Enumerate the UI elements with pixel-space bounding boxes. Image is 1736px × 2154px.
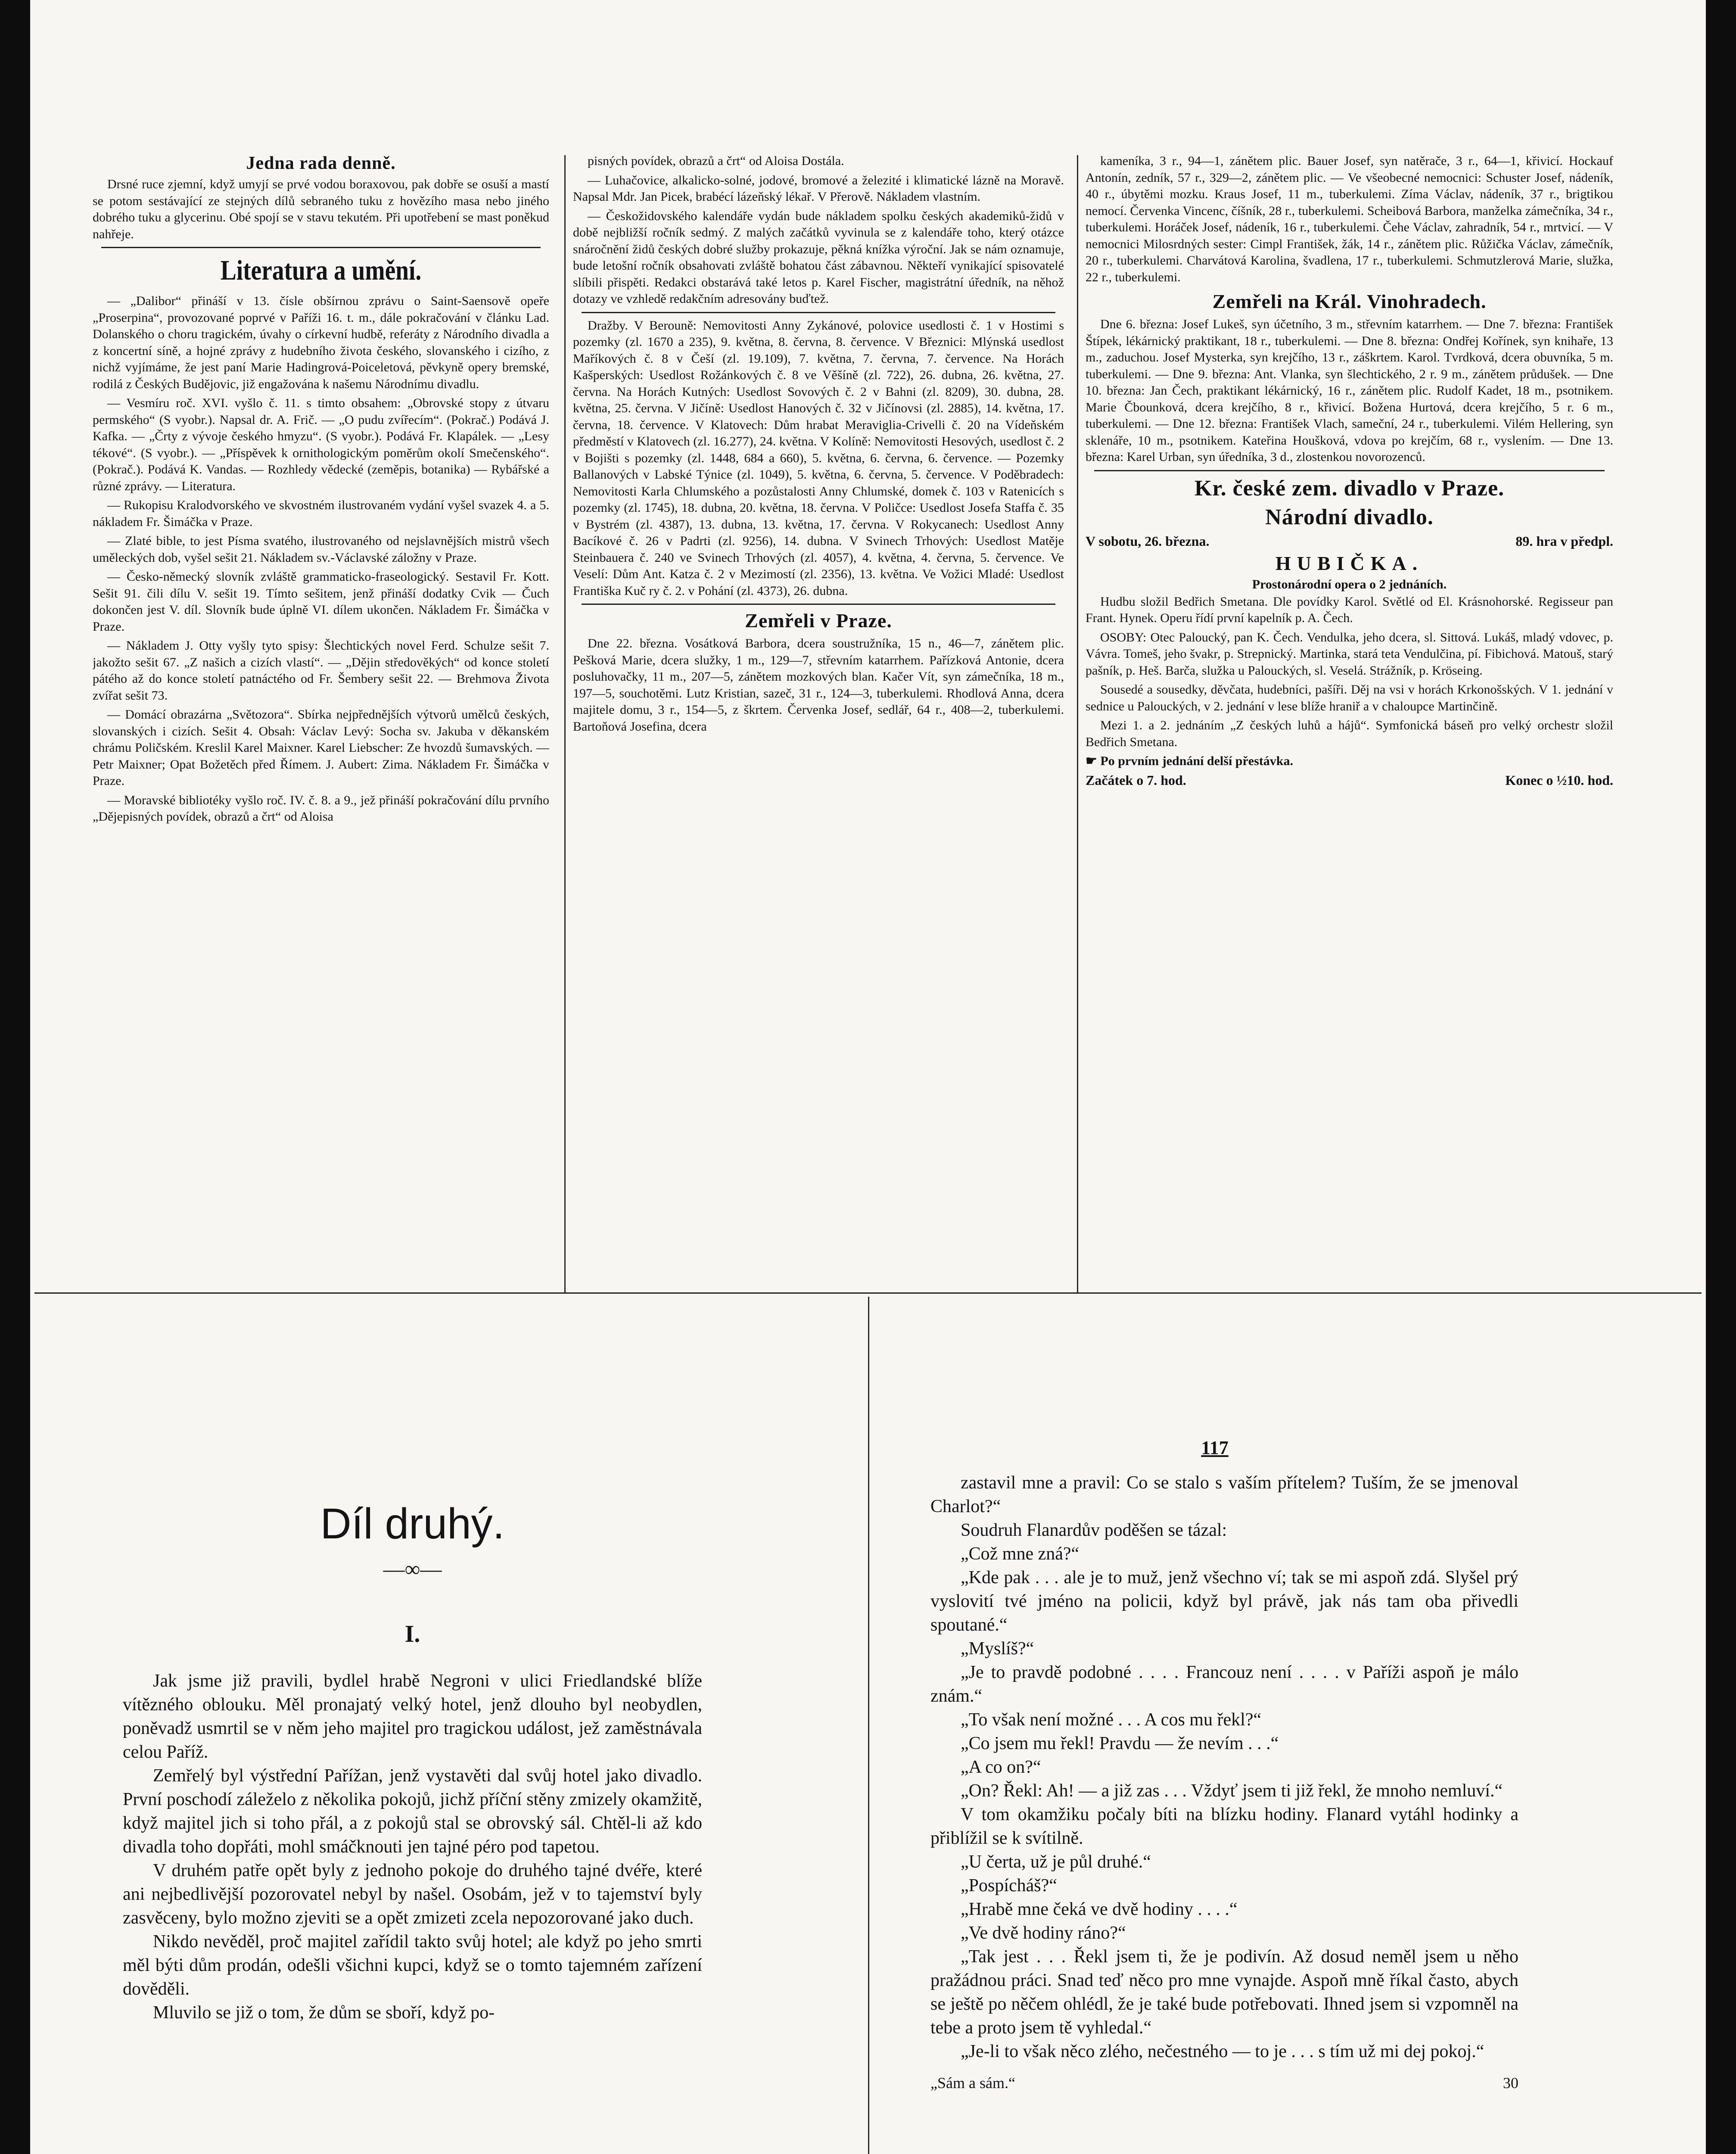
- story-paragraph: „Ve dvě hodiny ráno?“: [961, 1923, 1126, 1943]
- story-paragraph: Zemřelý byl výstřední Pařížan, jenž vystavěti dal svůj hotel jako divadlo. První poschodí záleželo z několika pokojů, jichž příční stěny zmizely okamžitě, když majitel jich si toho přál, a z pokojů stal se obrovský sál. Chtěl-li až kdo divadla toho dopřáti, mohl smáčknouti jen tajné péro pod tapetou.: [123, 1766, 702, 1857]
- vinohrady-heading: Zemřeli na Král. Vinohradech.: [1212, 290, 1487, 312]
- story-paragraph: Jak jsme již pravili, bydlel hrabě Negroni v ulici Friedlandské blíže vítězného oblouku. Měl pronajatý velký hotel, jenž dlouho byl neobydlen, poněvadž usmrtil se v něm jeho majitel pro tragickou událost, jež zaměstnávala celou Paříž.: [123, 1671, 702, 1762]
- article-paragraph: — Nákladem J. Otty vyšly tyto spisy: Šlechtických novel Ferd. Schulze sešit 7. jakožto sešit 67. „Z našich a cizích vlastí“. — „Dějin středověkých“ od konce století pátého až do konce století patnáctého od Fr. Šembery sešit 22. — Brehmova Života zvířat sešit 73.: [93, 638, 549, 703]
- column-rule: [1077, 155, 1078, 1292]
- auction-notices: Dražby. V Berouně: Nemovitosti Anny Zykánové, polovice usedlosti č. 1 v Hostimi s pozemky (zl. 1670 a 235), 9. května, 8. června, 8. července. V Březnici: Mlýnská usedlost Maříkových č. 8 v Češí (zl. 19.109), 7. května, 7. června, 7. července. Na Horách Kašperských: Usedlost Rožánkových č. 8 ve Věšíně (zl. 722), 26. dubna, 26. května, 27. června. Na Horách Kutných: Usedlost Sovových č. 2 v Bahni (zl. 8209), 30. dubna, 28. května, 25. června. V Jičíně: Usedlost Hanových č. 32 v Jičínovsi (zl. 2885), 14. května, 17. června, 18. července. V Klatovech: Dům hrabat Meraviglia-Crivelli č. 20 na Vídeňském předměstí v Klatovech (zl. 16.277), 24. května. V Kolíně: Nemovitosti Hesových, usedlost č. 2 v Bojišti s pozemky (zl. 1448, 684 a 660), 5. května, 6. června, 6. července. — Pozemky Ballanových v Labské Týnice (zl. 1049), 5. května, 6. června, 5. července. V Poděbradech: Nemovitosti Karla Chlumského a pozůstalosti Anny Chlumské, domek č. 103 v Ratenicích s pozemky (zl. 1745), 18. dubna, 20. května, 18. června. V Poličce: Usedlost Josefa Staffa č. 35 v Bystrém (zl. 4387), 13. dubna, 13. května, 17. června. V Rokycanech: Usedlost Anny Bacíkové č. 26 v Padrti (zl. 9256), 14. dubna. V Svinech Trhových: Usedlost Matěje Steinbauera č. 240 ve Svinech Trhových (zl. 4057), 4. května, 4. června, 5. července. Ve Veselí: Dům Ant. Katza č. 2 v Mezimostí (zl. 2356), 13. května. Ve Vožici Mladé: Usedlost Františka Kuč ry č. 2. v Pohání (zl. 4373), 26. dubna.: [573, 318, 1064, 598]
- deaths-heading: Zemřeli v Praze.: [745, 610, 892, 632]
- part-title: Díl druhý.: [320, 1500, 505, 1548]
- story-paragraph: Soudruh Flanardův poděšen se tázal:: [961, 1520, 1227, 1540]
- story-paragraph: „Hrabě mne čeká ve dvě hodiny . . . .“: [961, 1899, 1238, 1919]
- story-paragraph: „U čerta, už je půl druhé.“: [961, 1852, 1151, 1872]
- performance-date-line: [1086, 533, 1613, 549]
- pointing-hand-icon: ☛: [1086, 754, 1101, 768]
- story-paragraph: Mluvilo se již o tom, že dům se sboří, když po-: [153, 2003, 495, 2023]
- performance-date: V sobotu, 26. března.: [1086, 533, 1210, 549]
- opera-title: HUBIČKA.: [1275, 552, 1424, 574]
- story-paragraph: V tom okamžiku počaly bíti na blízku hodiny. Flanard vytáhl hodinky a přiblížil se k svítilně.: [930, 1805, 1518, 1848]
- story-right-column: [930, 1471, 1518, 2154]
- deaths-list: Dne 22. března. Vosátková Barbora, dcera soustružníka, 15 n., 46—7, zánětem plic. Pešková Marie, dcera služky, 1 m., 129—7, střevním katarrhem. Pařízková Antonie, dcera posluhovačky, 11 m., 207—5, zánětem mozkových blan. Kačer Vít, syn zámečníka, 18 m., 197—5, souchotěmi. Lutz Kristian, sazeč, 31 r., 124—3, tuberkulemi. Rhodlová Anna, dcera majitele domu, 3 r., 154—5, z škrtem. Červenka Josef, sedlář, 64 r., 408—2, tuberkulemi. Bartoňová Josefina, dcera: [573, 636, 1064, 734]
- article-paragraph: — „Dalibor“ přináší v 13. čísle obšírnou zprávu o Saint-Saensově opeře „Proserpina“, provozované poprvé v Paříži 16. t. m., dále pokračování v článku Lad. Dolanského o choru tragickém, úvahy o církevní hudbě, referáty z Národního divadla a z koncertní síně, a hojné zprávy z hudebního života českého, slovanského i cizího, z nichž vyjímáme, že jest paní Marie Hadingrová-Poiceletová, pěvkyně opery bremské, rodilá z Českých Budějovic, již engažována k našemu Národnímu divadlu.: [93, 294, 549, 391]
- deaths-list-cont: kameníka, 3 r., 94—1, zánětem plic. Bauer Josef, syn natěrače, 3 r., 64—1, křivicí. Hockauf Antonín, zedník, 57 r., 329—2, zánětem plic. — Ve všeobecné nemocnici: Schuster Josef, nádeník, 40 r., úbytěmi mozku. Kraus Josef, 11 m., tuberkulemi. Zíma Václav, nádeník, 37 r., brigtikou nemocí. Červenka Vincenc, číšník, 28 r., tuberkulemi. Scheibová Barbora, manželka zámečníka, 34 r., tuberkulemi. Horáček Josef, nádeník, 16 r., tuberkulemi. Čehe Václav, zahradník, 54 r., mrtvicí. — V nemocnici Milosrdných sester: Cimpl František, žák, 14 r., zánětem plic. Růžička Václav, zámečník, 20 r., tuberkulemi. Charvátová Karolina, švadlena, 17 r., tuberkulemi. Schmutzlerová Marie, služka, 22 r., tuberkulemi.: [1086, 154, 1613, 284]
- story-paragraph: „Je to pravdě podobné . . . . Francouz není . . . . v Paříži aspoň je málo znám.“: [930, 1662, 1518, 1706]
- opera-credits: Hudbu složil Bedřich Smetana. Dle povídky Karol. Světlé od El. Krásnohorské. Regisseur pan Frant. Hynek. Operu řídí první kapelník p. A. Čech.: [1086, 594, 1613, 625]
- story-paragraph: „Což mne zná?“: [961, 1544, 1080, 1564]
- theatre-name: Národní divadlo.: [1265, 504, 1434, 529]
- story-paragraph: „To však není možné . . . A cos mu řekl?“: [961, 1710, 1262, 1730]
- opera-cast: OSOBY: Otec Paloucký, pan K. Čech. Vendulka, jeho dcera, sl. Sittová. Lukáš, mladý vdovec, p. Vávra. Tomeš, jeho švakr, p. Strepnický. Martinka, stará teta Vendulčina, pí. Fibichová. Matouš, starý pašník, p. Heš. Barča, služka u Palouckých, sl. Veselá. Strážník, p. Kröseing.: [1086, 630, 1613, 678]
- section-heading: Literatura a umění.: [220, 255, 422, 286]
- page-number: 117: [1201, 1437, 1229, 1458]
- article-paragraph: — Domácí obrazárna „Světozora“. Sbírka nejpřednějších výtvorů umělců českých, slovanských i cizích. Sešit 4. Obsah: Václav Levý: Socha sv. Jakuba v děkanském chrámu Poličském. Kreslil Karel Maixner. Karel Liebscher: Ze hvozdů šumavských. — Petr Maixner; Opat Božetěch před Římem. J. Aubert: Zima. Nákladem Fr. Šimáčka v Praze.: [93, 707, 549, 788]
- article-paragraph: — Českožidovského kalendáře vydán bude nákladem spolku českých akademiků-židů v době nejbližší ročník sedmý. Z malých začátků vyvinula se z kalendáře toho, který otázce snáročnění židů českých dobré služby prokazuje, pěkná knížka výroční. Jak se nám oznamuje, bude letošní ročník obsahovati zvláště bohatou část zábavnou. Někteří vynikající spisovatelé slíbili přispěti. Redakci obstarává také letos p. Karel Fischer, magistrátní úředník, na něhož dotazy ve vzhledě redakčním adresovány buďtež.: [573, 209, 1064, 306]
- story-paragraph: V druhém patře opět byly z jednoho pokoje do druhého tajné dvéře, které ani nejbedlivější pozorovatel nebyl by našel. Osobám, jež v to tajemství byly zasvěceny, bylo možno zjeviti se a opět zmizeti zcela nepozorované jako duch.: [123, 1861, 702, 1928]
- vinohrady-deaths: Dne 6. března: Josef Lukeš, syn účetního, 3 m., střevním katarrhem. — Dne 7. března: František Štípek, lékárnický praktikant, 18 r., tuberkulemi. — Dne 8. března: Ondřej Kořínek, syn knihaře, 13 m., zaduchou. Josef Mysterka, syn krejčího, 13 r., záškrtem. Karol. Tvrdková, dcera obuvníka, 5 m. tuberkulemi. — Dne 9. března: Ant. Vlanka, syn šlechtického, 2 r. 9 m., zánětem průdušek. — Dne 10. března: Jan Čech, praktikant lékárnický, 16 r., zánětem plic. Rudolf Kadet, 18 m., psotnikem. Marie Čbounková, dcera krejčího, 8 r., křivicí. Božena Hurtová, dcera krejčího, 5 r. 6 m., tuberkulemi. — Dne 12. března: František Vlach, sameční, 24 r., tuberkulemi. Vilém Hellering, syn sklenáře, 10 m., psotnikem. Kateřina Houšková, vdova po krejčím, 68 r., vyslením. — Dne 13. března: Karel Urban, syn úředníka, 3 d., zlostenkou novorozenců.: [1086, 317, 1613, 464]
- story-paragraph: Nikdo nevěděl, proč majitel zařídil takto svůj hotel; ale když po jeho smrti měl býti dům prodán, odešli všichni kupci, když se o tomto tajemném zařízení dověděli.: [123, 1932, 702, 1999]
- story-left-column: [123, 1499, 702, 2154]
- article-paragraph: — Luhačovice, alkalicko-solné, jodové, bromové a železité i klimatické lázně na Moravě. Napsal Mdr. Jan Picek, brabécí lázeňský lékař. V Přerově. Nákladem vlastním.: [573, 173, 1064, 204]
- story-paragraph: „Myslíš?“: [961, 1639, 1034, 1659]
- scan-border-right: [1706, 0, 1736, 2154]
- story-series-title: „Sám a sám.“: [930, 2074, 1015, 2092]
- story-footer: [930, 2074, 1518, 2092]
- show-times: [1086, 772, 1613, 788]
- column-1: [93, 153, 549, 1290]
- recipe-text: Drsné ruce zjemní, když umyjí se prvé vodou boraxovou, pak dobře se osuší a mastí se potom sestávající ze stejných dílů sebraného tuku z hovězího masa nebo jiného dobrého tuku a glycerinu. Obé spojí se v stavu tekutém. Při upotřebení se mast poněkud nahřeje.: [93, 177, 549, 241]
- opera-acts: Sousedé a sousedky, děvčata, hudebníci, pašíři. Děj na vsi v horách Krkonošských. V 1. jednání v sednice u Palouckých, v 2. jednání v lese blíže hraniř a v chaloupce Martinčině.: [1086, 682, 1613, 713]
- article-paragraph: pisných povídek, obrazů a črt“ od Aloisa Dostála.: [588, 154, 844, 168]
- theatre-header: Kr. české zem. divadlo v Praze.: [1194, 476, 1505, 501]
- chapter-number: I.: [404, 1621, 420, 1647]
- intermezzo: Mezi 1. a 2. jednáním „Z českých luhů a hájů“. Symfonická báseň pro velký orchestr složil Bedřich Smetana.: [1086, 718, 1613, 749]
- section-rule: [101, 247, 541, 248]
- intermission-notice: [1086, 753, 1613, 770]
- section-rule: [1094, 470, 1605, 471]
- start-time: Začátek o 7. hod.: [1086, 772, 1186, 788]
- story-paragraph: „A co on?“: [961, 1757, 1041, 1777]
- end-time: Konec o ½10. hod.: [1505, 772, 1613, 788]
- intermission-text: Po prvním jednání delší přestávka.: [1100, 754, 1293, 768]
- article-paragraph: — Rukopisu Kralodvorského ve skvostném ilustrovaném vydání vyšel svazek 4. a 5. nákladem Fr. Šimáčka v Praze.: [93, 498, 549, 529]
- story-paragraph: „Je-li to však něco zlého, nečestného — to je . . . s tím už mi dej pokoj.“: [961, 2042, 1484, 2061]
- story-paragraph: „Tak jest . . . Řekl jsem ti, že je podivín. Až dosud neměl jsem u něho pražádnou práci. Snad teď něco pro mne vynajde. Aspoň mně říkal často, abych se ještě po něčem ohlédl, že je také bude potřebovati. Ihned jsem si vzpomněl na tebe a proto jsem tě vyhledal.“: [930, 1947, 1518, 2038]
- subscription-number: 89. hra v předpl.: [1515, 533, 1613, 549]
- sheet-number: 30: [1503, 2074, 1518, 2092]
- article-paragraph: — Moravské bibliotéky vyšlo roč. IV. č. 8. a 9., jež přináší pokračování dílu prvního „Dějepisných povídek, obrazů a črt“ od Aloisa: [93, 793, 549, 824]
- column-rule: [564, 155, 566, 1292]
- section-rule: [582, 312, 1055, 313]
- scan-border-left: [0, 0, 30, 2154]
- story-paragraph: „On? Řekl: Ah! — a již zas . . . Vždyť jsem ti již řekl, že mnoho nemluví.“: [961, 1781, 1503, 1801]
- recipe-heading: Jedna rada denně.: [246, 153, 396, 173]
- opera-subtitle: Prostonárodní opera o 2 jednáních.: [1252, 577, 1447, 591]
- article-paragraph: — Česko-německý slovník zvláště grammaticko-fraseologický. Sestavil Fr. Kott. Sešit 91. čili dílu V. sešit 19. Tímto sešitem, jenž přináší dodatky Cvik — Čuch dokončen jest V. díl. Slovník bude úplně VI. dílem ukončen. Nákladem Fr. Šimáčka v Praze.: [93, 570, 549, 634]
- page-divider: [34, 1292, 1702, 1294]
- flourish-ornament: —∞—: [383, 1557, 442, 1581]
- section-rule: [582, 604, 1055, 605]
- story-paragraph: „Co jsem mu řekl! Pravdu — že nevím . . .“: [961, 1734, 1279, 1753]
- column-2: [573, 153, 1064, 1290]
- story-paragraph: zastavil mne a pravil: Co se stalo s vaším přítelem? Tuším, že se jmenoval Charlot?“: [930, 1473, 1518, 1516]
- story-column-rule: [868, 1297, 869, 2154]
- article-paragraph: — Vesmíru roč. XVI. vyšlo č. 11. s timto obsahem: „Obrovské stopy z útvaru permského“ (S vyobr.). Napsal dr. A. Frič. — „O pudu zvířecím“. (Pokrač.) Podává J. Kafka. — „Črty z vývoje českého hmyzu“. (S vyobr.). Podává Fr. Klapálek. — „Lesy tékové“. (S vyobr.). — „Příspěvek k ornithologickým poměrům okolí Smečenského“. (Pokrač.). Podává K. Vandas. — Rozhledy vědecké (zeměpis, botanika) — Rybářské a různé zprávy. — Literatura.: [93, 396, 549, 493]
- column-3: [1086, 153, 1613, 1290]
- story-paragraph: „Pospícháš?“: [961, 1876, 1057, 1896]
- article-paragraph: — Zlaté bible, to jest Písma svatého, ilustrovaného od nejslavnějších mistrů všech uměleckých dob, vyšel sešit 21. Nákladem sv.-Václavské záložny v Praze.: [93, 534, 549, 565]
- story-paragraph: „Kde pak . . . ale je to muž, jenž všechno ví; tak se mi aspoň zdá. Slyšel prý vyslovití tvé jméno na policii, když byl právě, jak nás tam oba přivedli spoutané.“: [930, 1568, 1518, 1635]
